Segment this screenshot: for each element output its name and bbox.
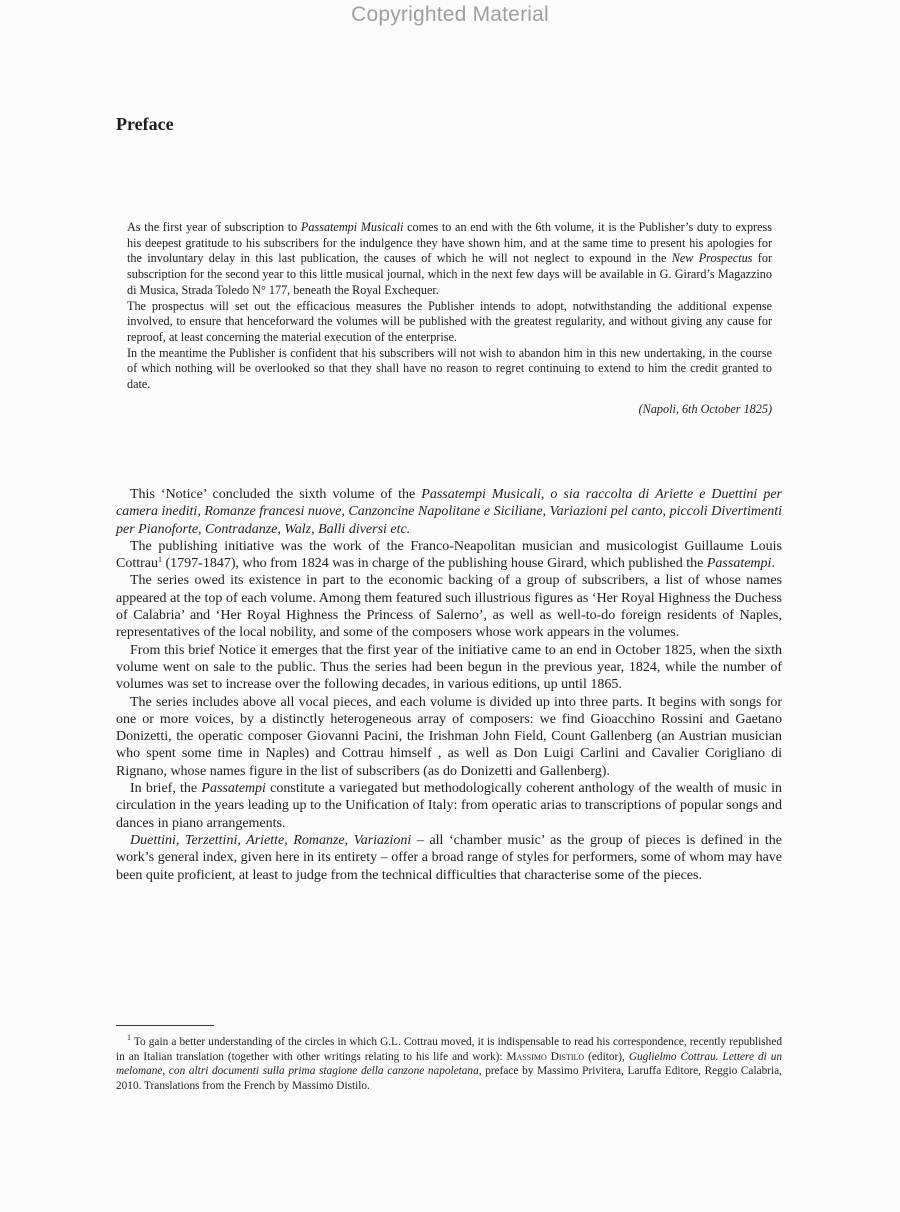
footnote-paragraph [116,1035,782,1093]
body-italic-title: Passatempi [201,781,266,797]
body-paragraph [116,538,782,573]
notice-date: (Napoli, 6th October 1825) [638,401,772,416]
body-paragraph: The series owed its existence in part to the economic backing of a group of subscribers, a list of whose names appeared at the top of each volume. Among them featured such illustrious figures as ‘Her Royal Highness the Duchess of Calabria’ and ‘Her Royal Highness the Princess of Salerno’, as well as well-to-do foreign residents of Naples, representatives of the local nobility, and some of the composers whose work appears in the volumes. [116,573,782,641]
notice-italic-prospectus: New Prospectus [671,251,753,266]
body-text: constitute a variegated but methodologically coherent anthology of the wealth of music in circulation in the years leading up to the Unification of Italy: from operatic arias to transcriptions of popular songs and dances in piano arrangements. [116,781,783,831]
body-paragraph: From this brief Notice it emerges that the first year of the initiative came to an end in October 1825, when the sixth volume went on sale to the public. Thus the series had been begun in the previous year, 1824, while the number of volumes was set to increase over the following decades, in various editions, up until 1865. [116,642,782,693]
body-italic-title: Passatempi [706,556,772,572]
body-text: The publishing initiative was the work of the Franco-Neapolitan musician and musicologist Guillaume Louis Cottrau [116,538,782,572]
footnote-marker: 1 [158,555,162,565]
footnote-text: To gain a better understanding of the circles in which G.L. Cottrau moved, it is indispensable to read his correspondence, recently republished in an Italian translation (together with other writings relating to his life and work): [116,1036,782,1063]
notice-paragraph: The prospectus will set out the efficacious measures the Publisher intends to adopt, notwithstanding the additional expense involved, to ensure that henceforward the volumes will be published with the greatest regularity, and without giving any cause for reproof, at least concerning the material execution of the enterprise. [127,298,772,344]
footnote-text: (editor), [584,1050,629,1063]
notice-italic-title: Passatempi Musicali [300,220,404,234]
body-text: This ‘Notice’ concluded the sixth volume of the [130,487,422,502]
body-paragraph [116,832,782,884]
footnote-divider [116,1025,214,1026]
body-text: – all ‘chamber music’ as the group of pieces is defined in the work’s general index, given here in its entirety – offer a broad range of styles for performers, some of whom may have been quite proficient, at least to judge from the technical difficulties that characterise some of the pieces. [116,832,783,883]
body-paragraph [116,780,782,832]
footnote-editor-name: Massimo Distilo [506,1050,585,1063]
body-text: (1797-1847), who from 1824 was in charge of the publishing house Girard, which published the [162,556,707,572]
page-title: Preface [116,114,174,134]
body-paragraph [116,486,782,538]
notice-text: comes to an end with the 6th volume, it is the Publisher’s duty to express his deepest gratitude to his subscribers for the indulgence they have shown him, and at the same time to present his apologies for the involuntary delay in this last publication, the causes of which he will not neglect to expound in the [127,220,772,266]
notice-paragraph: In the meantime the Publisher is confident that his subscribers will not wish to abandon him in this new undertaking, in the course of which nothing will be overlooked so that they shall have no reason to regret continuing to extend to him the credit granted to date. [127,345,772,392]
body-text: In brief, the [130,781,202,797]
copyright-watermark: Copyrighted Material [351,3,549,26]
footnote-book-title: Guglielmo Cottrau. Lettere di un melomane, con altri documenti sulla prima stagione della canzone napoletana [116,1050,782,1077]
publisher-notice [127,220,772,417]
notice-text: for subscription for the second year to this little musical journal, which in the next few days will be available in G. Girard’s Magazzino di Musica, Strada Toledo N° 177, beneath the Royal Exchequer. [127,251,772,297]
body-paragraph: The series includes above all vocal pieces, and each volume is divided up into three parts. It begins with songs for one or more voices, by a distinctly heterogeneous array of composers: we find Gioacchino Rossini and Gaetano Donizetti, the operatic composer Giovanni Pacini, the Irishman John Field, Count Gallenberg (an Austrian musician who spent some time in Naples) and Cottrau himself , as well as Don Luigi Carlini and Cavalier Corigliano di Rignano, whose names figure in the list of subscribers (as do Donizetti and Gallenberg). [116,694,782,779]
notice-text: As the first year of subscription to [127,220,301,234]
footnote [116,1035,782,1093]
notice-paragraph [127,220,772,299]
preface-body [116,486,782,884]
footnote-number: 1 [127,1033,131,1042]
body-italic-genres: Duettini, Terzettini, Ariette, Romanze, Variazioni [130,832,412,848]
footnote-text: , preface by Massimo Privitera, Laruffa Editore, Reggio Calabria, 2010. Translations from the French by Massimo Distilo. [116,1065,782,1092]
body-text: . [771,556,775,572]
body-italic-title: Passatempi Musicali, o sia raccolta di Ariette e Duettini per camera inediti, Romanze francesi nuove, Canzoncine Napolitane e Siciliane, Variazioni pel canto, piccoli Divertimenti per Pianoforte, Contradanze, Walz, Balli diversi etc. [116,487,782,537]
